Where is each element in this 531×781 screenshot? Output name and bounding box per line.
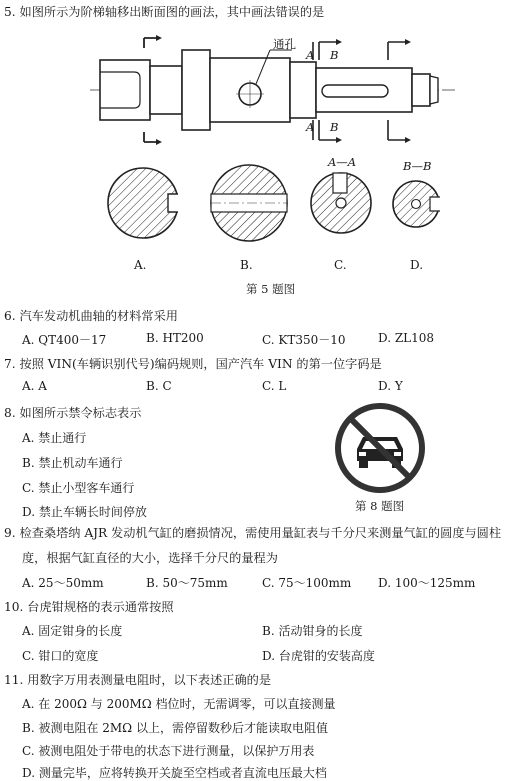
q9-option-c: C. 75～100mm bbox=[262, 576, 352, 590]
section-mark-a-1: A bbox=[306, 48, 315, 62]
q10-option-b: B. 活动钳身的长度 bbox=[262, 624, 363, 638]
q9-option-d: D. 100～125mm bbox=[378, 576, 476, 590]
q11-option-c: C. 被测电阻处于带电的状态下进行测量，以保护万用表 bbox=[22, 744, 315, 758]
q9-option-b: B. 50～75mm bbox=[146, 576, 228, 590]
q6-option-d: D. ZL108 bbox=[378, 331, 435, 345]
q6-option-c: C. KT350－10 bbox=[262, 333, 346, 347]
q8-caption: 第 8 题图 bbox=[355, 499, 405, 513]
q11-option-b: B. 被测电阻在 2MΩ 以上，需停留数秒后才能读取电阻值 bbox=[22, 721, 328, 735]
q7-option-a: A. A bbox=[22, 379, 47, 393]
q5-option-a: A. bbox=[134, 258, 147, 272]
q5-option-b: B. bbox=[240, 258, 253, 272]
q6-stem: 6. 汽车发动机曲轴的材料常采用 bbox=[4, 309, 178, 323]
q5-option-c: C. bbox=[334, 258, 347, 272]
q7-option-c: C. L bbox=[262, 379, 287, 393]
q11-option-d: D. 测量完毕，应将转换开关旋至空档或者直流电压最大档 bbox=[22, 766, 327, 780]
q6-option-b: B. HT200 bbox=[146, 331, 204, 345]
q5-figure bbox=[0, 18, 531, 300]
q7-stem: 7. 按照 VIN(车辆识别代号)编码规则，国产汽车 VIN 的第一位字码是 bbox=[4, 357, 382, 371]
q8-option-b: B. 禁止机动车通行 bbox=[22, 456, 123, 470]
q8-option-d: D. 禁止车辆长时间停放 bbox=[22, 505, 147, 519]
q10-option-a: A. 固定钳身的长度 bbox=[22, 624, 123, 638]
q7-option-d: D. Y bbox=[378, 379, 403, 393]
no-small-passenger-car-sign bbox=[335, 403, 425, 493]
q10-stem: 10. 台虎钳规格的表示通常按照 bbox=[4, 600, 174, 614]
q10-option-c: C. 钳口的宽度 bbox=[22, 649, 99, 663]
q9-stem-line2: 度，根据气缸直径的大小，选择千分尺的量程为 bbox=[22, 551, 278, 565]
section-mark-a-2: A bbox=[306, 120, 315, 134]
q5-option-d: D. bbox=[410, 258, 424, 272]
q5-caption: 第 5 题图 bbox=[246, 282, 296, 296]
q10-option-d: D. 台虎钳的安装高度 bbox=[262, 649, 375, 663]
hole-label: 通孔 bbox=[273, 37, 296, 51]
section-title-bb: B—B bbox=[403, 159, 432, 173]
q7-option-b: B. C bbox=[146, 379, 172, 393]
q5-stem: 5. 如图所示为阶梯轴移出断面图的画法，其中画法错误的是 bbox=[4, 5, 325, 19]
q11-stem: 11. 用数字万用表测量电阻时，以下表述正确的是 bbox=[4, 673, 272, 687]
q8-stem: 8. 如图所示禁令标志表示 bbox=[4, 406, 142, 420]
q6-option-a: A. QT400－17 bbox=[22, 333, 107, 347]
q9-option-a: A. 25～50mm bbox=[22, 576, 104, 590]
q11-option-a: A. 在 200Ω 与 200MΩ 档位时，无需调零，可以直接测量 bbox=[22, 697, 336, 711]
section-title-aa: A—A bbox=[328, 155, 357, 169]
section-mark-b-1: B bbox=[330, 48, 339, 62]
section-mark-b-2: B bbox=[330, 120, 339, 134]
q8-option-c: C. 禁止小型客车通行 bbox=[22, 481, 135, 495]
q9-stem-line1: 9. 检查桑塔纳 AJR 发动机气缸的磨损情况，需使用量缸表与千分尺来测量气缸的圆度与圆柱 bbox=[4, 526, 502, 540]
q8-option-a: A. 禁止通行 bbox=[22, 431, 87, 445]
